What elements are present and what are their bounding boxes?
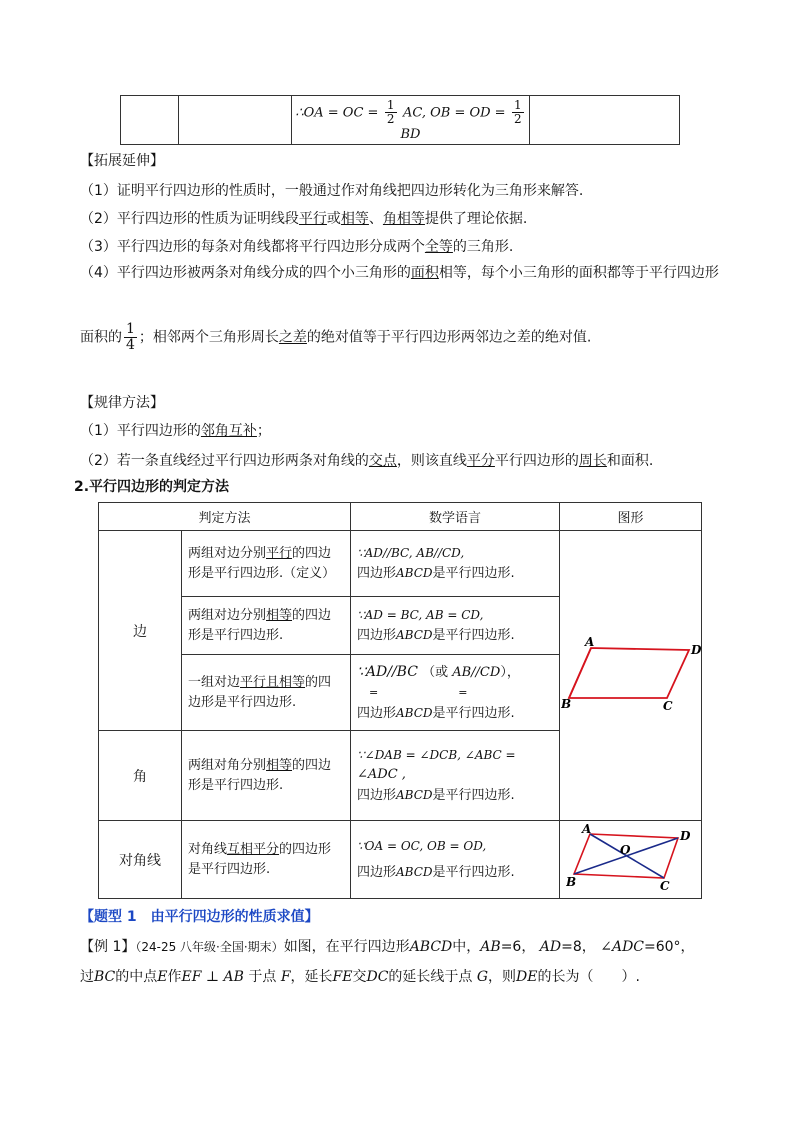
parallelogram-diagonals-figure	[566, 824, 696, 896]
extension-line-1: （1）证明平行四边形的性质时，一般通过作对角线把四边形转化为三角形来解答.	[80, 183, 584, 199]
row2-method: 两组对边分别相等的四边形是平行四边形.	[182, 597, 351, 655]
header-math: 数学语言	[351, 503, 560, 531]
top-table-cell-1	[121, 96, 179, 145]
rules-heading: 【规律方法】	[80, 395, 164, 411]
row4-math: ∵∠DAB = ∠DCB, ∠ABC = ∠ADC , 四边形ABCD是平行四边形.	[351, 731, 560, 821]
row1-math: ∵AD//BC, AB//CD, 四边形ABCD是平行四边形.	[351, 531, 560, 597]
extension-heading: 【拓展延伸】	[80, 153, 164, 169]
fig2-label-a: A	[581, 823, 591, 836]
row5-math: ∵OA = OC, OB = OD, 四边形ABCD是平行四边形.	[351, 821, 560, 899]
topic-heading: 【题型 1 由平行四边形的性质求值】	[80, 909, 319, 925]
fig2-label-d: D	[679, 828, 690, 843]
top-table-cell-2	[179, 96, 292, 145]
fig2-label-c: C	[659, 878, 670, 893]
fraction-half-1: $\frac{1}{2}$	[386, 97, 395, 126]
row5-method: 对角线互相平分的四边形是平行四边形.	[182, 821, 351, 899]
fig1-label-d: D	[690, 642, 701, 657]
group-diagonal: 对角线	[99, 821, 182, 899]
figure-cell-1	[560, 531, 702, 821]
fig1-label-c: C	[662, 698, 673, 713]
row3-math: ∵AD//BC （或 AB//CD）， = = 四边形ABCD是平行四边形.	[351, 655, 560, 731]
fraction-quarter: $\frac{1}{4}$	[126, 321, 135, 353]
header-method: 判定方法	[99, 503, 351, 531]
row1-method: 两组对边分别平行的四边形是平行四边形.（定义）	[182, 531, 351, 597]
rules-line-1: （1）平行四边形的邻角互补；	[80, 423, 271, 439]
top-table	[120, 95, 680, 145]
fig2-label-b: B	[565, 874, 576, 889]
group-edge: 边	[99, 531, 182, 731]
formula-part-1: ∴OA = OC =	[295, 105, 379, 120]
fig1-label-b: B	[560, 696, 571, 711]
extension-line-3: （3）平行四边形的每条对角线都将平行四边形分成两个全等的三角形.	[80, 239, 514, 255]
formula-part-2: AC, OB = OD =	[402, 105, 506, 120]
extension-line-2: （2）平行四边形的性质为证明线段平行或相等、角相等提供了理论依据.	[80, 211, 528, 227]
top-table-cell-4	[530, 96, 680, 145]
extension-line-4: （4）平行四边形被两条对角线分成的四个小三角形的面积相等，每个小三角形的面积都等于平行四边形	[80, 265, 719, 281]
row3-method: 一组对边平行且相等的四边形是平行四边形.	[182, 655, 351, 731]
fig1-label-a: A	[584, 635, 594, 649]
figure-cell-2	[560, 821, 702, 899]
row4-method: 两组对角分别相等的四边形是平行四边形.	[182, 731, 351, 821]
fraction-half-2: $\frac{1}{2}$	[514, 97, 522, 126]
rules-line-2: （2）若一条直线经过平行四边形两条对角线的交点，则该直线平分平行四边形的周长和面积.	[80, 453, 654, 469]
group-angle: 角	[99, 731, 182, 821]
parallelogram-figure	[561, 636, 701, 716]
example-line-2: 过BC的中点E作EF ⊥ AB 于点 F，延长FE交DC的延长线于点 G，则DE的长为（ ）.	[80, 969, 640, 985]
section-2-title: 2.平行四边形的判定方法	[74, 479, 230, 495]
criteria-table	[98, 502, 702, 899]
fig2-label-o: O	[619, 842, 630, 857]
extension-line-5: 面积的 $\frac{1}{4}$ ；相邻两个三角形周长之差的绝对值等于平行四边形两邻边之差的绝对值.	[80, 321, 592, 353]
formula-part-3: BD	[400, 126, 421, 142]
top-table-formula-cell	[292, 96, 530, 145]
example-line-1: 【例 1】（24-25 八年级·全国·期末）如图，在平行四边形ABCD中，AB=6， AD=8， ∠ADC=60°，	[80, 939, 695, 955]
header-figure: 图形	[560, 503, 702, 531]
row2-math: ∵AD = BC, AB = CD, 四边形ABCD是平行四边形.	[351, 597, 560, 655]
